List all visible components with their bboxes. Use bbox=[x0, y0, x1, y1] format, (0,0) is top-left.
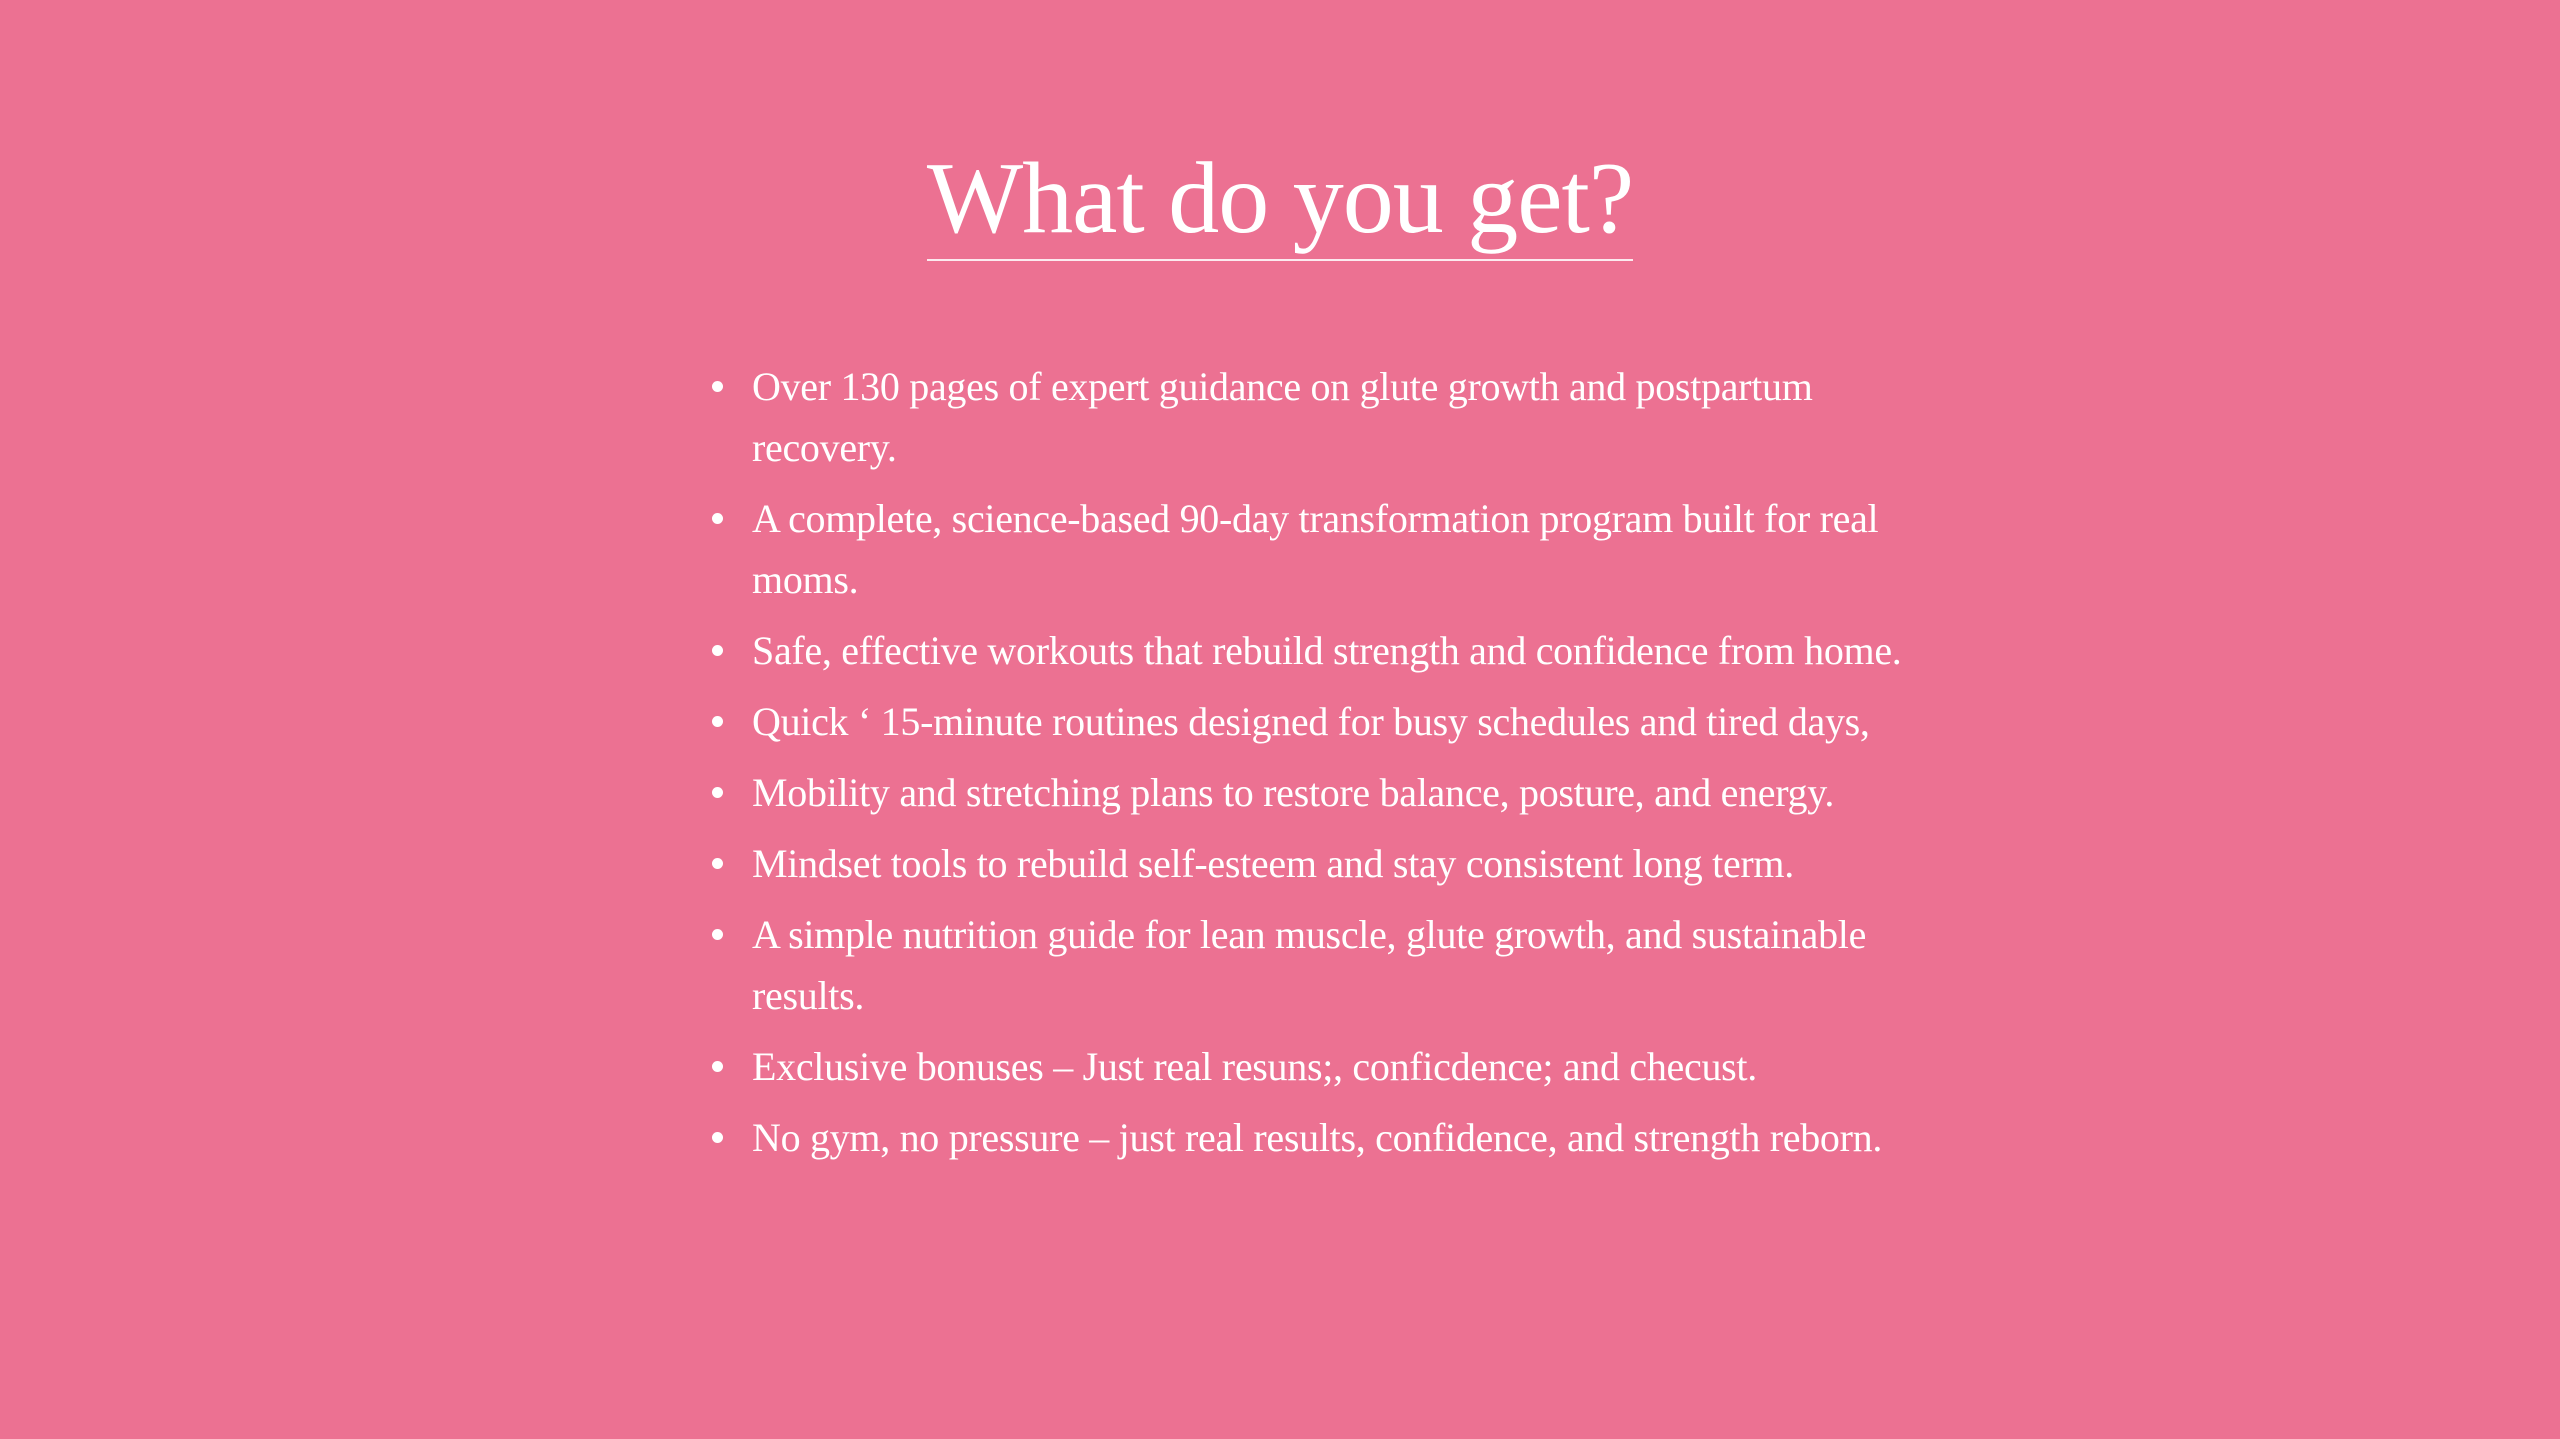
list-item bbox=[712, 691, 1942, 752]
list-item-text: A simple nutrition guide for lean muscle, glute growth, and sustainable results. bbox=[752, 912, 1867, 1018]
list-item bbox=[712, 356, 1942, 478]
list-item-text: Mobility and stretching plans to restore balance, posture, and energy. bbox=[752, 770, 1835, 815]
list-item bbox=[712, 488, 1942, 610]
title-container bbox=[0, 140, 2560, 261]
bullet-icon bbox=[712, 513, 723, 524]
benefits-list bbox=[712, 356, 1942, 1178]
list-item-text: Mindset tools to rebuild self-esteem and stay consistent long term. bbox=[752, 841, 1794, 886]
bullet-icon bbox=[712, 716, 723, 727]
list-item-text: No gym, no pressure – just real results, confidence, and strength reborn. bbox=[752, 1115, 1883, 1160]
bullet-icon bbox=[712, 1061, 723, 1072]
list-item-text: Safe, effective workouts that rebuild strength and confidence from home. bbox=[752, 628, 1902, 673]
list-item bbox=[712, 1107, 1942, 1168]
page-title: What do you get? bbox=[927, 140, 1633, 261]
bullet-icon bbox=[712, 787, 723, 798]
list-item-text: A complete, science-based 90-day transformation program built for real moms. bbox=[752, 496, 1879, 602]
list-item bbox=[712, 762, 1942, 823]
list-item bbox=[712, 833, 1942, 894]
list-item-text: Quick ‘ 15-minute routines designed for busy schedules and tired days, bbox=[752, 699, 1870, 744]
bullet-icon bbox=[712, 929, 723, 940]
bullet-icon bbox=[712, 858, 723, 869]
list-item-text: Over 130 pages of expert guidance on glute growth and postpartum recovery. bbox=[752, 364, 1813, 470]
bullet-icon bbox=[712, 645, 723, 656]
list-item bbox=[712, 1036, 1942, 1097]
list-item bbox=[712, 620, 1942, 681]
bullet-icon bbox=[712, 381, 723, 392]
list-item bbox=[712, 904, 1942, 1026]
bullet-icon bbox=[712, 1132, 723, 1143]
list-item-text: Exclusive bonuses – Just real resuns;, conficdence; and checust. bbox=[752, 1044, 1757, 1089]
